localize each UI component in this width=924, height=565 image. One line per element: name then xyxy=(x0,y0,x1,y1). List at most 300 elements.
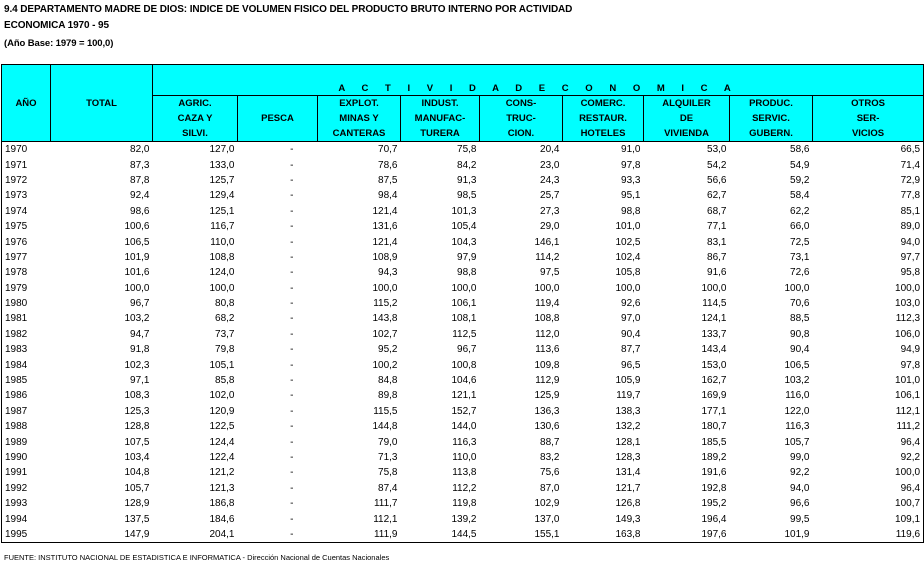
value-cell: 73,1 xyxy=(790,251,810,263)
value-cell: - xyxy=(290,251,294,263)
value-cell: 110,0 xyxy=(452,452,477,463)
value-cell: 155,1 xyxy=(480,527,563,543)
value-cell: - xyxy=(290,498,294,510)
value-cell: 147,9 xyxy=(51,527,153,543)
data-table xyxy=(1,64,924,543)
value-cell: 96,5 xyxy=(621,359,641,371)
value-cell: 97,9 xyxy=(457,251,477,263)
value-cell: 144,0 xyxy=(451,421,477,433)
value-cell: 100,0 xyxy=(451,282,477,294)
value-cell: 114,2 xyxy=(535,251,560,263)
header-column: COMERC. RESTAUR. HOTELES xyxy=(563,96,644,142)
value-cell: 129,4 xyxy=(209,190,235,202)
value-cell: 99,0 xyxy=(790,452,810,463)
value-cell: 115,5 xyxy=(373,405,398,417)
value-cell: 119,7 xyxy=(616,390,641,402)
value-cell: 121,3 xyxy=(209,482,235,494)
value-cell: 96,7 xyxy=(457,344,477,356)
value-cell: 124,1 xyxy=(701,313,727,325)
year-cell: 1980 xyxy=(2,296,51,311)
value-cell: 75,6 xyxy=(540,467,560,479)
value-cell: 100,0 xyxy=(701,282,727,294)
year-cell: 1986 xyxy=(2,388,51,403)
table-row xyxy=(2,265,924,280)
year-cell: 1973 xyxy=(2,188,51,203)
value-cell: 102,9 xyxy=(534,498,560,510)
table-row xyxy=(2,342,924,357)
value-cell: - xyxy=(290,174,294,186)
value-cell: 124,4 xyxy=(209,436,235,448)
table-row xyxy=(2,450,924,465)
value-cell: 91,8 xyxy=(130,344,150,356)
value-cell: 72,5 xyxy=(790,236,810,248)
value-cell: 177,1 xyxy=(701,405,727,417)
value-cell: 87,7 xyxy=(621,344,641,356)
value-cell: 132,2 xyxy=(615,421,641,433)
value-cell: 98,6 xyxy=(130,205,150,217)
value-cell: 88,7 xyxy=(540,436,560,448)
value-cell: 125,3 xyxy=(124,405,150,417)
value-cell: 97,5 xyxy=(540,267,560,279)
value-cell: 197,6 xyxy=(644,527,730,543)
year-cell: 1981 xyxy=(2,311,51,326)
table-row xyxy=(2,188,924,203)
table-row xyxy=(2,327,924,342)
value-cell: - xyxy=(290,436,294,448)
value-cell: 84,8 xyxy=(378,375,398,387)
value-cell: 91,6 xyxy=(707,267,727,279)
value-cell: 130,6 xyxy=(534,421,560,433)
value-cell: 78,6 xyxy=(378,159,398,171)
year-cell: 1990 xyxy=(2,450,51,465)
value-cell: 23,0 xyxy=(540,159,560,171)
value-cell: 125,9 xyxy=(534,390,560,402)
value-cell: 122,0 xyxy=(784,405,810,417)
value-cell: 127,0 xyxy=(209,144,235,156)
value-cell: 86,7 xyxy=(707,251,727,263)
value-cell: 103,2 xyxy=(124,313,150,325)
header-column: PRODUC. SERVIC. GUBERN. xyxy=(730,96,813,142)
value-cell: 91,3 xyxy=(457,174,477,186)
value-cell: 88,5 xyxy=(790,313,810,325)
value-cell: 72,9 xyxy=(813,173,924,188)
value-cell: 90,8 xyxy=(790,328,810,340)
value-cell: 116,0 xyxy=(785,390,810,402)
value-cell: 96,4 xyxy=(813,434,924,449)
value-cell: 106,1 xyxy=(451,298,477,310)
base-year-note: (Año Base: 1979 = 100,0) xyxy=(4,38,114,49)
table-row xyxy=(2,527,924,543)
value-cell: 137,0 xyxy=(534,513,560,525)
value-cell: 94,0 xyxy=(790,482,810,494)
value-cell: 106,5 xyxy=(784,359,810,371)
value-cell: 146,1 xyxy=(534,236,560,248)
table-row xyxy=(2,219,924,234)
value-cell: 103,4 xyxy=(124,452,150,463)
value-cell: 94,0 xyxy=(813,234,924,249)
value-cell: 66,5 xyxy=(813,142,924,158)
year-cell: 1971 xyxy=(2,157,51,172)
value-cell: 87,5 xyxy=(378,174,398,186)
value-cell: - xyxy=(238,527,318,543)
value-cell: 68,7 xyxy=(707,205,727,217)
header-column: ALQUILER DE VIVIENDA xyxy=(644,96,730,142)
header-column: AGRIC. CAZA Y SILVI. xyxy=(153,96,238,142)
value-cell: 90,4 xyxy=(621,328,641,340)
value-cell: 27,3 xyxy=(540,205,560,217)
value-cell: 75,8 xyxy=(457,144,477,156)
table-row xyxy=(2,204,924,219)
value-cell: 94,3 xyxy=(378,267,398,279)
value-cell: 92,2 xyxy=(790,467,810,479)
table-row xyxy=(2,496,924,511)
value-cell: 107,5 xyxy=(124,436,150,448)
value-cell: 56,6 xyxy=(707,174,727,186)
value-cell: 79,8 xyxy=(215,344,235,356)
value-cell: - xyxy=(290,298,294,310)
year-cell: 1987 xyxy=(2,404,51,419)
header-column: CONS- TRUC- CION. xyxy=(480,96,563,142)
value-cell: 97,1 xyxy=(130,375,150,387)
value-cell: 72,6 xyxy=(790,267,810,279)
value-cell: - xyxy=(290,513,294,525)
year-cell: 1992 xyxy=(2,481,51,496)
value-cell: 105,8 xyxy=(615,267,641,279)
value-cell: 89,8 xyxy=(378,390,398,402)
value-cell: 137,5 xyxy=(124,513,150,525)
value-cell: 125,7 xyxy=(209,174,235,186)
year-cell: 1985 xyxy=(2,373,51,388)
value-cell: 84,2 xyxy=(457,159,477,171)
value-cell: 104,8 xyxy=(124,467,150,479)
value-cell: 94,7 xyxy=(130,328,150,340)
value-cell: - xyxy=(290,482,294,494)
value-cell: 186,8 xyxy=(209,498,235,510)
value-cell: 109,8 xyxy=(534,359,560,371)
value-cell: 108,1 xyxy=(451,313,477,325)
value-cell: 195,2 xyxy=(701,498,727,510)
value-cell: 87,8 xyxy=(130,174,150,186)
value-cell: 105,7 xyxy=(784,436,810,448)
value-cell: 121,2 xyxy=(209,467,235,479)
value-cell: 124,0 xyxy=(209,267,235,279)
header-activity: A C T I V I D A D E C O N O M I C A xyxy=(153,65,924,96)
year-cell: 1989 xyxy=(2,434,51,449)
value-cell: 108,8 xyxy=(534,313,560,325)
value-cell: - xyxy=(290,159,294,171)
value-cell: 89,0 xyxy=(813,219,924,234)
year-cell: 1976 xyxy=(2,234,51,249)
value-cell: 96,4 xyxy=(813,481,924,496)
table-row xyxy=(2,465,924,480)
value-cell: 80,8 xyxy=(215,298,235,310)
year-cell: 1979 xyxy=(2,281,51,296)
value-cell: 163,8 xyxy=(563,527,644,543)
table-row xyxy=(2,234,924,249)
value-cell: 97,8 xyxy=(621,159,641,171)
value-cell: 96,7 xyxy=(130,298,150,310)
table-row xyxy=(2,404,924,419)
value-cell: 104,3 xyxy=(451,236,477,248)
value-cell: 100,0 xyxy=(209,282,235,294)
value-cell: 59,2 xyxy=(790,174,810,186)
year-cell: 1970 xyxy=(2,142,51,158)
value-cell: 102,5 xyxy=(615,236,641,248)
value-cell: 143,8 xyxy=(372,313,398,325)
value-cell: 83,2 xyxy=(540,452,560,463)
value-cell: 100,0 xyxy=(784,282,810,294)
value-cell: - xyxy=(290,452,294,463)
table-row xyxy=(2,373,924,388)
value-cell: 112,1 xyxy=(813,404,924,419)
value-cell: 101,3 xyxy=(451,205,477,217)
value-cell: 95,1 xyxy=(621,190,641,202)
value-cell: 62,2 xyxy=(790,205,810,217)
value-cell: - xyxy=(290,313,294,325)
year-cell: 1982 xyxy=(2,327,51,342)
value-cell: 54,2 xyxy=(707,159,727,171)
year-cell: 1972 xyxy=(2,173,51,188)
value-cell: 87,3 xyxy=(130,159,150,171)
value-cell: 96,6 xyxy=(790,498,810,510)
value-cell: 131,6 xyxy=(372,221,398,233)
value-cell: 103,0 xyxy=(813,296,924,311)
value-cell: 106,0 xyxy=(813,327,924,342)
value-cell: - xyxy=(290,205,294,217)
value-cell: 111,7 xyxy=(373,498,398,510)
value-cell: 98,4 xyxy=(378,190,398,202)
value-cell: 105,1 xyxy=(209,359,235,371)
value-cell: 100,0 xyxy=(615,282,641,294)
year-cell: 1983 xyxy=(2,342,51,357)
value-cell: 108,8 xyxy=(209,251,235,263)
value-cell: 111,2 xyxy=(813,419,924,434)
value-cell: 70,7 xyxy=(378,144,398,156)
value-cell: 68,2 xyxy=(215,313,235,325)
value-cell: 54,9 xyxy=(790,159,810,171)
value-cell: 98,5 xyxy=(457,190,477,202)
header-column: OTROS SER- VICIOS xyxy=(813,96,924,142)
value-cell: 98,8 xyxy=(621,205,641,217)
table-subtitle: ECONOMICA 1970 - 95 xyxy=(4,20,109,31)
value-cell: 97,8 xyxy=(813,357,924,372)
value-cell: 128,8 xyxy=(124,421,150,433)
value-cell: 138,3 xyxy=(615,405,641,417)
year-cell: 1975 xyxy=(2,219,51,234)
value-cell: 100,6 xyxy=(124,221,150,233)
year-cell: 1988 xyxy=(2,419,51,434)
value-cell: 91,0 xyxy=(621,144,641,156)
value-cell: 133,0 xyxy=(209,159,235,171)
value-cell: 100,8 xyxy=(451,359,477,371)
value-cell: 112,5 xyxy=(452,328,477,340)
value-cell: 103,2 xyxy=(784,375,810,387)
value-cell: 112,3 xyxy=(813,311,924,326)
value-cell: 101,9 xyxy=(124,251,150,263)
table-row xyxy=(2,388,924,403)
value-cell: 53,0 xyxy=(707,144,727,156)
value-cell: 92,6 xyxy=(621,298,641,310)
value-cell: 102,7 xyxy=(372,328,398,340)
value-cell: 136,3 xyxy=(534,405,560,417)
value-cell: 133,7 xyxy=(701,328,727,340)
year-cell: 1993 xyxy=(2,496,51,511)
value-cell: 139,2 xyxy=(451,513,477,525)
value-cell: 128,3 xyxy=(615,452,641,463)
value-cell: 97,7 xyxy=(813,250,924,265)
year-cell: 1977 xyxy=(2,250,51,265)
header-total: TOTAL xyxy=(51,65,153,142)
value-cell: 101,0 xyxy=(615,221,641,233)
value-cell: 109,1 xyxy=(813,511,924,526)
value-cell: 196,4 xyxy=(701,513,727,525)
value-cell: 100,2 xyxy=(372,359,398,371)
value-cell: 75,8 xyxy=(378,467,398,479)
value-cell: 119,4 xyxy=(535,298,560,310)
value-cell: 204,1 xyxy=(153,527,238,543)
header-column: INDUST. MANUFAC- TURERA xyxy=(401,96,480,142)
table-row xyxy=(2,311,924,326)
value-cell: 108,9 xyxy=(372,251,398,263)
value-cell: 119,8 xyxy=(452,498,477,510)
value-cell: 62,7 xyxy=(707,190,727,202)
value-cell: 149,3 xyxy=(615,513,641,525)
value-cell: 104,6 xyxy=(451,375,477,387)
value-cell: 93,3 xyxy=(621,174,641,186)
value-cell: 110,0 xyxy=(210,236,235,248)
year-cell: 1984 xyxy=(2,357,51,372)
value-cell: 106,5 xyxy=(124,236,150,248)
value-cell: 185,5 xyxy=(701,436,727,448)
year-cell: 1995 xyxy=(2,527,51,543)
value-cell: 58,6 xyxy=(790,144,810,156)
value-cell: 85,8 xyxy=(215,375,235,387)
table-title: 9.4 DEPARTAMENTO MADRE DE DIOS: INDICE DE VOLUMEN FISICO DEL PRODUCTO BRUTO INTERNO POR ACTIVIDAD xyxy=(4,4,573,15)
value-cell: 128,1 xyxy=(615,436,641,448)
value-cell: 100,0 xyxy=(813,281,924,296)
value-cell: 144,5 xyxy=(401,527,480,543)
value-cell: 87,0 xyxy=(540,482,560,494)
value-cell: 122,4 xyxy=(209,452,235,463)
value-cell: 95,8 xyxy=(813,265,924,280)
value-cell: 143,4 xyxy=(701,344,727,356)
value-cell: 111,9 xyxy=(318,527,401,543)
value-cell: 73,7 xyxy=(215,328,235,340)
table-row xyxy=(2,296,924,311)
value-cell: 121,1 xyxy=(451,390,477,402)
value-cell: 66,0 xyxy=(790,221,810,233)
value-cell: 112,1 xyxy=(373,513,398,525)
value-cell: 58,4 xyxy=(790,190,810,202)
value-cell: 71,3 xyxy=(378,452,398,463)
value-cell: 98,8 xyxy=(457,267,477,279)
value-cell: 102,4 xyxy=(615,251,641,263)
value-cell: - xyxy=(290,405,294,417)
value-cell: 79,0 xyxy=(378,436,398,448)
value-cell: 102,0 xyxy=(209,390,235,402)
value-cell: 95,2 xyxy=(378,344,398,356)
value-cell: 122,5 xyxy=(209,421,235,433)
value-cell: 100,0 xyxy=(534,282,560,294)
value-cell: 162,7 xyxy=(701,375,727,387)
value-cell: 113,6 xyxy=(535,344,560,356)
value-cell: 116,3 xyxy=(785,421,810,433)
header-column: EXPLOT. MINAS Y CANTERAS xyxy=(318,96,401,142)
table-header xyxy=(2,65,924,142)
value-cell: 100,7 xyxy=(813,496,924,511)
header-year: AÑO xyxy=(2,65,51,142)
value-cell: 77,8 xyxy=(813,188,924,203)
value-cell: 100,0 xyxy=(372,282,398,294)
table-row xyxy=(2,357,924,372)
header-column: PESCA xyxy=(238,96,318,142)
table-row xyxy=(2,281,924,296)
value-cell: - xyxy=(290,344,294,356)
value-cell: 71,4 xyxy=(813,157,924,172)
value-cell: 119,6 xyxy=(813,527,924,543)
value-cell: 189,2 xyxy=(701,452,727,463)
value-cell: 144,8 xyxy=(372,421,398,433)
value-cell: - xyxy=(290,144,294,156)
value-cell: 100,0 xyxy=(124,282,150,294)
value-cell: 20,4 xyxy=(540,144,560,156)
value-cell: 94,9 xyxy=(813,342,924,357)
table-row xyxy=(2,157,924,172)
value-cell: 92,4 xyxy=(130,190,150,202)
value-cell: 180,7 xyxy=(701,421,727,433)
value-cell: - xyxy=(290,467,294,479)
table-body xyxy=(2,142,924,543)
value-cell: 121,4 xyxy=(372,236,398,248)
value-cell: 152,7 xyxy=(451,405,477,417)
value-cell: 114,5 xyxy=(702,298,727,310)
value-cell: 121,4 xyxy=(372,205,398,217)
value-cell: - xyxy=(290,328,294,340)
value-cell: 120,9 xyxy=(209,405,235,417)
table-row xyxy=(2,173,924,188)
value-cell: 128,9 xyxy=(124,498,150,510)
value-cell: 116,7 xyxy=(210,221,235,233)
value-cell: 113,8 xyxy=(452,467,477,479)
value-cell: 126,8 xyxy=(615,498,641,510)
value-cell: 115,2 xyxy=(373,298,398,310)
value-cell: 112,2 xyxy=(452,482,477,494)
value-cell: 153,0 xyxy=(701,359,727,371)
value-cell: 116,3 xyxy=(452,436,477,448)
year-cell: 1994 xyxy=(2,511,51,526)
value-cell: 105,9 xyxy=(615,375,641,387)
value-cell: 24,3 xyxy=(540,174,560,186)
value-cell: - xyxy=(290,375,294,387)
value-cell: 100,0 xyxy=(813,465,924,480)
table-row xyxy=(2,481,924,496)
table-row xyxy=(2,434,924,449)
value-cell: 92,2 xyxy=(813,450,924,465)
value-cell: 29,0 xyxy=(540,221,560,233)
value-cell: 192,8 xyxy=(701,482,727,494)
value-cell: 106,1 xyxy=(813,388,924,403)
table-row xyxy=(2,250,924,265)
value-cell: 169,9 xyxy=(701,390,727,402)
value-cell: 112,9 xyxy=(535,375,560,387)
year-cell: 1974 xyxy=(2,204,51,219)
value-cell: - xyxy=(290,421,294,433)
value-cell: 87,4 xyxy=(378,482,398,494)
table-row xyxy=(2,419,924,434)
value-cell: 99,5 xyxy=(790,513,810,525)
value-cell: 131,4 xyxy=(615,467,641,479)
value-cell: 82,0 xyxy=(130,144,150,156)
